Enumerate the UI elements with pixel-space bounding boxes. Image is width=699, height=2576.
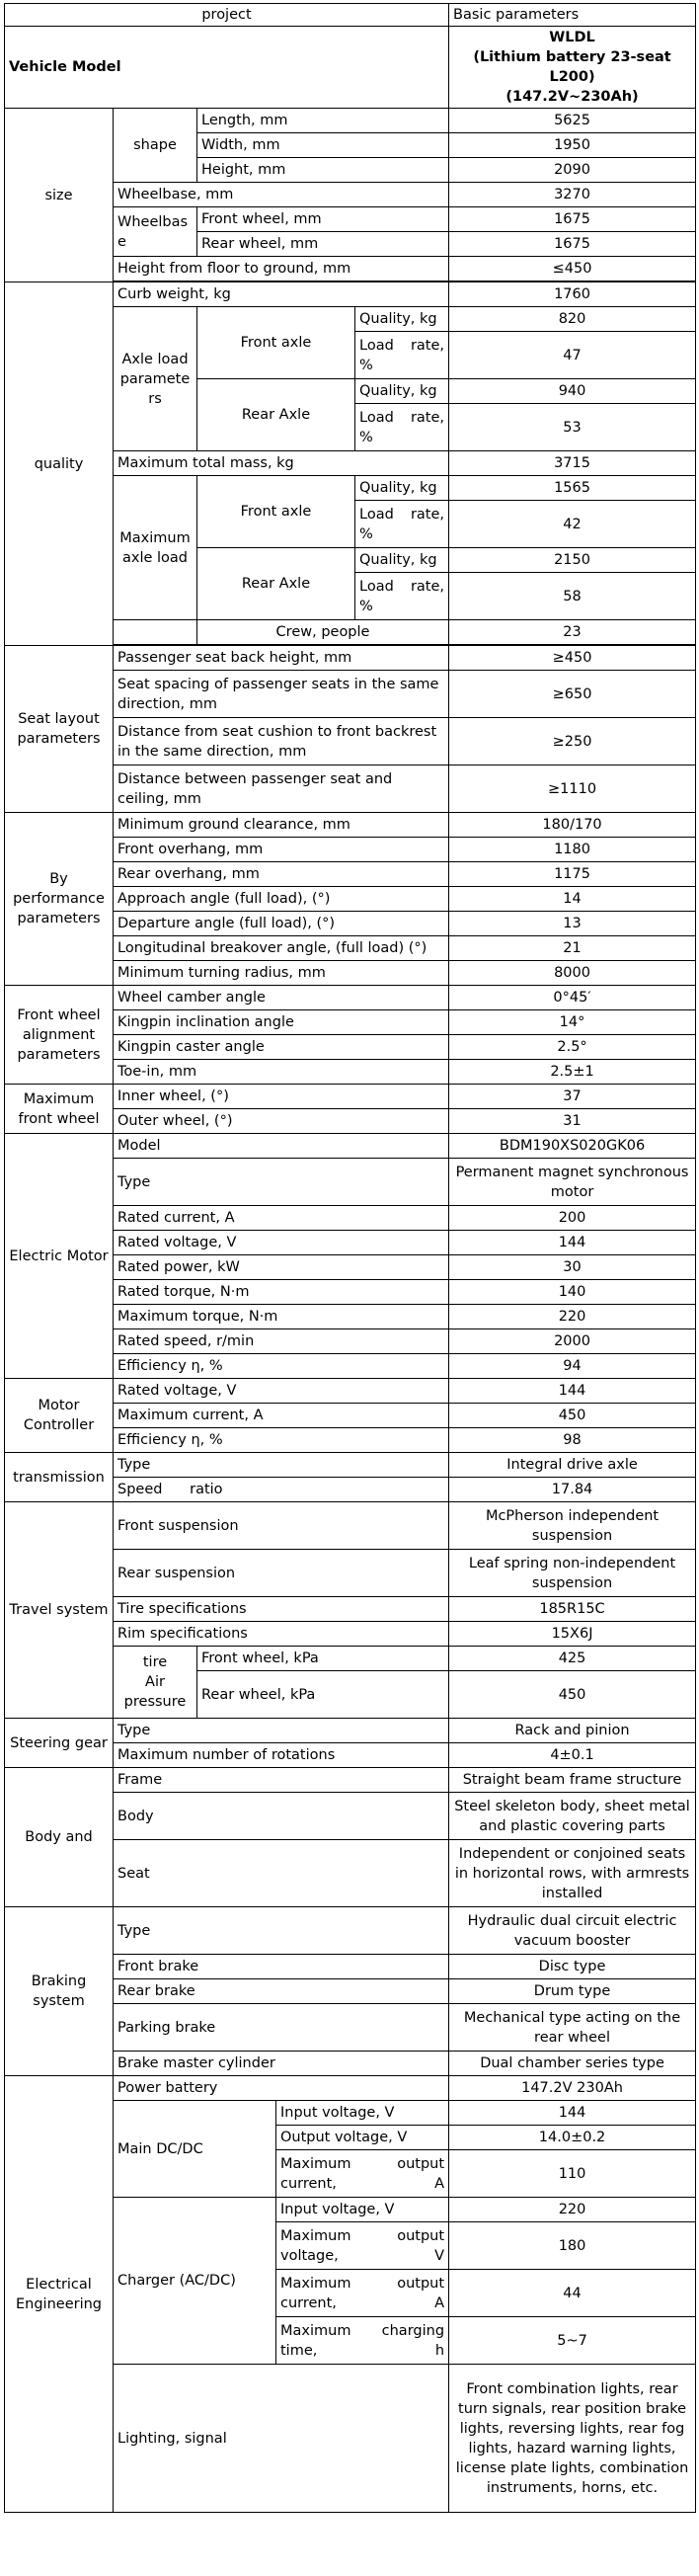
row-label: Load rate, % xyxy=(355,573,449,620)
table-row xyxy=(5,282,696,307)
row-value: Straight beam frame structure xyxy=(449,1768,696,1793)
row-value: 17.84 xyxy=(449,1478,696,1502)
row-label: Type xyxy=(114,1907,449,1955)
row-value: Rack and pinion xyxy=(449,1719,696,1743)
row-value: Leaf spring non-independent suspension xyxy=(449,1550,696,1597)
model-battery: (Lithium battery 23-seat L200) xyxy=(473,49,671,85)
row-label: Rated current, A xyxy=(114,1206,449,1231)
row-value: 3270 xyxy=(449,183,696,207)
row-label: Rear brake xyxy=(114,1979,449,2004)
row-value: 23 xyxy=(449,620,696,645)
row-label: Maximum total mass, kg xyxy=(114,451,449,476)
row-value: ≥1110 xyxy=(449,765,696,813)
row-value: Integral drive axle xyxy=(449,1453,696,1478)
row-value: Mechanical type acting on the rear wheel xyxy=(449,2004,696,2052)
row-label: Distance between passenger seat and ceiling, mm xyxy=(114,765,449,813)
row-label: Quality, kg xyxy=(355,476,449,501)
row-value: 1180 xyxy=(449,838,696,862)
row-value: 98 xyxy=(449,1428,696,1453)
row-value: 2000 xyxy=(449,1329,696,1354)
row-label: Rear wheel, mm xyxy=(197,232,449,257)
table-row xyxy=(5,1502,696,1550)
row-label: Longitudinal breakover angle, (full load) (°) xyxy=(114,936,449,961)
row-label: Rated torque, N·m xyxy=(114,1280,449,1305)
row-label: Front wheel, mm xyxy=(197,207,449,232)
row-value: 144 xyxy=(449,1379,696,1404)
table-row xyxy=(5,1719,696,1743)
row-value: BDM190XS020GK06 xyxy=(449,1134,696,1159)
group-body: Body and xyxy=(5,1768,114,1907)
group-motor-controller: Motor Controller xyxy=(5,1379,114,1453)
row-label: Front wheel, kPa xyxy=(197,1647,449,1671)
row-label: Maximum output voltage, V xyxy=(276,2222,449,2270)
row-value: Front combination lights, rear turn signals, rear position brake lights, reversing lights, rear fog lights, hazard warning lights, license plate lights, combination instruments, horns, etc. xyxy=(449,2365,696,2513)
row-value: 2090 xyxy=(449,158,696,183)
row-label: Seat xyxy=(114,1840,449,1907)
row-label: Approach angle (full load), (°) xyxy=(114,887,449,912)
row-value: 13 xyxy=(449,912,696,936)
row-label: Kingpin inclination angle xyxy=(114,1010,449,1035)
subgroup-main-dcdc: Main DC/DC xyxy=(114,2101,276,2198)
row-label: Maximum output current, A xyxy=(276,2150,449,2198)
row-label: Parking brake xyxy=(114,2004,449,2052)
header-row xyxy=(5,4,696,27)
row-value: 14° xyxy=(449,1010,696,1035)
row-label: Power battery xyxy=(114,2076,449,2101)
row-label: Model xyxy=(114,1134,449,1159)
row-label: Load rate, % xyxy=(355,404,449,451)
row-label: Passenger seat back height, mm xyxy=(114,646,449,671)
subgroup-wheelbase: Wheelbase xyxy=(114,207,197,257)
row-value: 58 xyxy=(449,573,696,620)
header-basic-parameters: Basic parameters xyxy=(449,4,696,27)
row-label: Front brake xyxy=(114,1955,449,1979)
row-value: 940 xyxy=(449,379,696,404)
row-value: 144 xyxy=(449,2101,696,2126)
row-label: Quality, kg xyxy=(355,379,449,404)
row-value: Steel skeleton body, sheet metal and plastic covering parts xyxy=(449,1793,696,1840)
row-label: Front overhang, mm xyxy=(114,838,449,862)
row-label: Width, mm xyxy=(197,133,449,158)
row-value: 185R15C xyxy=(449,1597,696,1622)
vehicle-model-row xyxy=(5,27,696,109)
row-label: Crew, people xyxy=(197,620,449,645)
subgroup-shape: shape xyxy=(114,109,197,183)
row-value: 1950 xyxy=(449,133,696,158)
row-label: Height from floor to ground, mm xyxy=(114,257,449,282)
table-row xyxy=(5,986,696,1010)
row-value: McPherson independent suspension xyxy=(449,1502,696,1550)
vehicle-model-label: Vehicle Model xyxy=(5,27,449,109)
row-label: Body xyxy=(114,1793,449,1840)
row-label: Type xyxy=(114,1453,449,1478)
group-electrical-engineering: Electrical Engineering xyxy=(5,2076,114,2513)
row-value: ≥650 xyxy=(449,671,696,718)
row-value: 21 xyxy=(449,936,696,961)
row-value: 1175 xyxy=(449,862,696,887)
vehicle-model-value xyxy=(449,27,696,109)
row-label: Distance from seat cushion to front backrest in the same direction, mm xyxy=(114,718,449,765)
row-label: Kingpin caster angle xyxy=(114,1035,449,1060)
table-row xyxy=(5,2076,696,2101)
front-axle-label: Front axle xyxy=(197,476,355,548)
row-value: 220 xyxy=(449,1305,696,1329)
subgroup-max-axle-load: Maximum axle load xyxy=(114,476,197,620)
table-row xyxy=(5,1907,696,1955)
row-label: Front suspension xyxy=(114,1502,449,1550)
row-value: 44 xyxy=(449,2270,696,2317)
parameter-table xyxy=(4,3,696,2513)
row-label: Rated voltage, V xyxy=(114,1231,449,1255)
row-label: Load rate, % xyxy=(355,332,449,379)
row-label: Tire specifications xyxy=(114,1597,449,1622)
row-label: Lighting, signal xyxy=(114,2365,449,2513)
row-value: 47 xyxy=(449,332,696,379)
row-label: Efficiency η, % xyxy=(114,1354,449,1379)
row-value: 820 xyxy=(449,307,696,332)
row-value: 147.2V 230Ah xyxy=(449,2076,696,2101)
row-value: Disc type xyxy=(449,1955,696,1979)
row-value: ≥250 xyxy=(449,718,696,765)
row-value: 200 xyxy=(449,1206,696,1231)
row-label: Rear wheel, kPa xyxy=(197,1671,449,1719)
row-label: Quality, kg xyxy=(355,307,449,332)
row-label: Inner wheel, (°) xyxy=(114,1085,449,1109)
row-value: ≤450 xyxy=(449,257,696,282)
rear-axle-label: Rear Axle xyxy=(197,548,355,620)
row-value: 144 xyxy=(449,1231,696,1255)
row-value: 140 xyxy=(449,1280,696,1305)
row-value: Independent or conjoined seats in horizontal rows, with armrests installed xyxy=(449,1840,696,1907)
row-label: Input voltage, V xyxy=(276,2198,449,2222)
group-steering-gear: Steering gear xyxy=(5,1719,114,1768)
row-label: Toe-in, mm xyxy=(114,1060,449,1085)
row-value: 1760 xyxy=(449,282,696,307)
row-value: 53 xyxy=(449,404,696,451)
subgroup-axle-load: Axle load parameters xyxy=(114,307,197,451)
row-label: Input voltage, V xyxy=(276,2101,449,2126)
row-label: Minimum ground clearance, mm xyxy=(114,813,449,838)
row-label: Efficiency η, % xyxy=(114,1428,449,1453)
row-label: Quality, kg xyxy=(355,548,449,573)
row-value: 2.5° xyxy=(449,1035,696,1060)
row-label: Brake master cylinder xyxy=(114,2052,449,2076)
row-label: Wheelbase, mm xyxy=(114,183,449,207)
row-value: 0°45′ xyxy=(449,986,696,1010)
row-label: Rear suspension xyxy=(114,1550,449,1597)
row-value: 30 xyxy=(449,1255,696,1280)
row-value: 450 xyxy=(449,1671,696,1719)
row-label: Type xyxy=(114,1159,449,1206)
row-value: 220 xyxy=(449,2198,696,2222)
row-label: Outer wheel, (°) xyxy=(114,1109,449,1134)
row-label: Frame xyxy=(114,1768,449,1793)
group-max-front-wheel: Maximum front wheel xyxy=(5,1085,114,1134)
row-value: 3715 xyxy=(449,451,696,476)
row-value: 5~7 xyxy=(449,2317,696,2365)
model-capacity: (147.2V~230Ah) xyxy=(505,89,639,105)
row-value: 1565 xyxy=(449,476,696,501)
row-label: Seat spacing of passenger seats in the same direction, mm xyxy=(114,671,449,718)
row-value: 5625 xyxy=(449,109,696,133)
table-row xyxy=(5,1768,696,1793)
air-pressure-label: Air pressure xyxy=(123,1674,187,1710)
row-value: 8000 xyxy=(449,961,696,986)
table-row xyxy=(5,1453,696,1478)
group-transmission: transmission xyxy=(5,1453,114,1502)
row-label: Maximum number of rotations xyxy=(114,1743,449,1768)
header-project: project xyxy=(5,4,449,27)
row-value: 14 xyxy=(449,887,696,912)
row-value: 425 xyxy=(449,1647,696,1671)
row-value: 4±0.1 xyxy=(449,1743,696,1768)
row-value: 42 xyxy=(449,501,696,548)
group-performance: By performance parameters xyxy=(5,813,114,986)
row-value: 37 xyxy=(449,1085,696,1109)
group-size: size xyxy=(5,109,114,282)
tire-label: tire xyxy=(142,1654,168,1670)
row-value: 450 xyxy=(449,1404,696,1428)
subgroup-charger: Charger (AC/DC) xyxy=(114,2198,276,2365)
row-label: Wheel camber angle xyxy=(114,986,449,1010)
table-row xyxy=(5,1085,696,1109)
row-label: Maximum charging time, h xyxy=(276,2317,449,2365)
row-value: 110 xyxy=(449,2150,696,2198)
group-front-wheel-alignment: Front wheel alignment parameters xyxy=(5,986,114,1085)
group-electric-motor: Electric Motor xyxy=(5,1134,114,1379)
row-label: Curb weight, kg xyxy=(114,282,449,307)
table-row xyxy=(5,1134,696,1159)
table-row xyxy=(5,109,696,133)
row-value: 94 xyxy=(449,1354,696,1379)
row-value: Dual chamber series type xyxy=(449,2052,696,2076)
row-label: Maximum current, A xyxy=(114,1404,449,1428)
row-label: Height, mm xyxy=(197,158,449,183)
row-label: Type xyxy=(114,1719,449,1743)
row-value: 180/170 xyxy=(449,813,696,838)
table-row xyxy=(5,1379,696,1404)
table-row xyxy=(5,813,696,838)
group-travel-system: Travel system xyxy=(5,1502,114,1719)
row-label: Rated voltage, V xyxy=(114,1379,449,1404)
row-label: Rated speed, r/min xyxy=(114,1329,449,1354)
row-label: Maximum output current, A xyxy=(276,2270,449,2317)
group-seat-layout: Seat layout parameters xyxy=(5,646,114,813)
rear-axle-label: Rear Axle xyxy=(197,379,355,451)
row-value: 15X6J xyxy=(449,1622,696,1647)
row-label: Maximum torque, N·m xyxy=(114,1305,449,1329)
table-row xyxy=(5,646,696,671)
row-value: Hydraulic dual circuit electric vacuum booster xyxy=(449,1907,696,1955)
row-value: 2.5±1 xyxy=(449,1060,696,1085)
row-value: 1675 xyxy=(449,207,696,232)
row-value: Permanent magnet synchronous motor xyxy=(449,1159,696,1206)
front-axle-label: Front axle xyxy=(197,307,355,379)
row-value: 14.0±0.2 xyxy=(449,2126,696,2150)
row-label: Rear overhang, mm xyxy=(114,862,449,887)
row-value: 180 xyxy=(449,2222,696,2270)
row-label: Load rate, % xyxy=(355,501,449,548)
row-label: Minimum turning radius, mm xyxy=(114,961,449,986)
row-label: Rim specifications xyxy=(114,1622,449,1647)
row-label: Output voltage, V xyxy=(276,2126,449,2150)
row-value: 31 xyxy=(449,1109,696,1134)
row-value: Drum type xyxy=(449,1979,696,2004)
row-value: ≥450 xyxy=(449,646,696,671)
row-label: Rated power, kW xyxy=(114,1255,449,1280)
subgroup-tire-air-pressure xyxy=(114,1647,197,1719)
group-braking-system: Braking system xyxy=(5,1907,114,2076)
row-label: Length, mm xyxy=(197,109,449,133)
group-quality: quality xyxy=(5,282,114,646)
row-label: Speed ratio xyxy=(114,1478,449,1502)
row-value: 2150 xyxy=(449,548,696,573)
row-label: Departure angle (full load), (°) xyxy=(114,912,449,936)
model-code: WLDL xyxy=(549,30,595,45)
row-value: 1675 xyxy=(449,232,696,257)
